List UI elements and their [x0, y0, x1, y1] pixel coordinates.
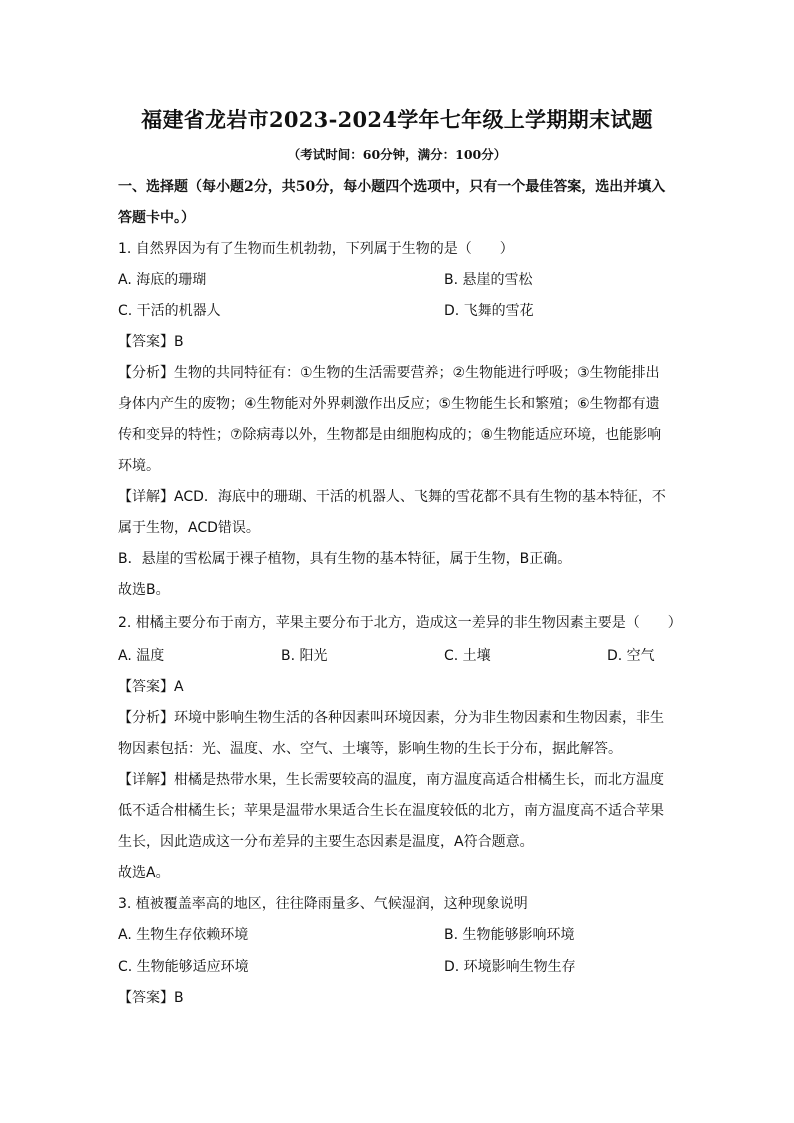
question-1-analysis-line: 环境。	[118, 458, 160, 474]
question-2-analysis-line: 【分析】环境中影响生物生活的各种因素叫环境因素，分为非生物因素和生物因素，非生	[118, 710, 664, 726]
question-1-analysis-line: 【分析】生物的共同特征有：①生物的生活需要营养；②生物能进行呼吸；③生物能排出	[118, 365, 660, 381]
question-3-answer: 【答案】B	[118, 990, 184, 1006]
question-3-option-b: B. 生物能够影响环境	[444, 927, 575, 943]
section-heading-line-1: 一、选择题（每小题2分，共50分，每小题四个选项中，只有一个最佳答案，选出并填入	[118, 179, 666, 195]
question-1-option-d: D. 飞舞的雪花	[444, 303, 534, 319]
question-3-option-d: D. 环境影响生物生存	[444, 959, 576, 975]
question-2-detail-line: 低不适合柑橘生长；苹果是温带水果适合生长在温度较低的北方，南方温度高不适合苹果	[118, 803, 664, 819]
question-1-option-c: C. 干活的机器人	[118, 303, 221, 319]
question-1-option-a: A. 海底的珊瑚	[118, 272, 207, 288]
question-2-detail-line: 生长，因此造成这一分布差异的主要生态因素是温度，A符合题意。	[118, 834, 534, 850]
question-2-detail-line: 故选A。	[118, 865, 170, 881]
question-3-option-c: C. 生物能够适应环境	[118, 959, 249, 975]
question-1-analysis-line: 传和变异的特性；⑦除病毒以外，生物都是由细胞构成的；⑧生物能适应环境，也能影响	[118, 427, 662, 443]
question-2-answer: 【答案】A	[118, 679, 184, 695]
question-1-detail-line: 【详解】ACD．海底中的珊瑚、干活的机器人、飞舞的雪花都不具有生物的基本特征，不	[118, 489, 666, 505]
page-title: 福建省龙岩市2023-2024学年七年级上学期期末试题	[141, 107, 653, 132]
question-2-stem: 2. 柑橘主要分布于南方，苹果主要分布于北方，造成这一差异的非生物因素主要是（ ）	[118, 615, 682, 631]
question-2-detail-line: 【详解】柑橘是热带水果，生长需要较高的温度，南方温度高适合柑橘生长，而北方温度	[118, 772, 664, 788]
question-1-detail-line: 故选B。	[118, 582, 170, 598]
question-2-option-d: D. 空气	[607, 648, 655, 664]
question-3-stem: 3. 植被覆盖率高的地区，往往降雨量多、气候湿润，这种现象说明	[118, 896, 528, 912]
question-1-answer: 【答案】B	[118, 334, 184, 350]
question-1-stem: 1. 自然界因为有了生物而生机勃勃，下列属于生物的是（ ）	[118, 241, 514, 257]
question-2-analysis-line: 物因素包括：光、温度、水、空气、土壤等，影响生物的生长于分布，据此解答。	[118, 741, 622, 757]
question-2-option-c: C. 土壤	[444, 648, 491, 664]
question-3-option-a: A. 生物生存依赖环境	[118, 927, 249, 943]
question-2-option-b: B. 阳光	[281, 648, 328, 664]
question-1-analysis-line: 身体内产生的废物；④生物能对外界刺激作出反应；⑤生物能生长和繁殖；⑥生物都有遗	[118, 396, 660, 412]
question-1-detail-line: 属于生物，ACD错误。	[118, 520, 260, 536]
question-1-option-b: B. 悬崖的雪松	[444, 272, 533, 288]
question-2-option-a: A. 温度	[118, 648, 165, 664]
question-1-detail-line: B．悬崖的雪松属于裸子植物，具有生物的基本特征，属于生物，B正确。	[118, 551, 572, 567]
section-heading-line-2: 答题卡中。）	[118, 210, 195, 226]
exam-info: （考试时间：60分钟，满分：100分）	[287, 147, 507, 162]
